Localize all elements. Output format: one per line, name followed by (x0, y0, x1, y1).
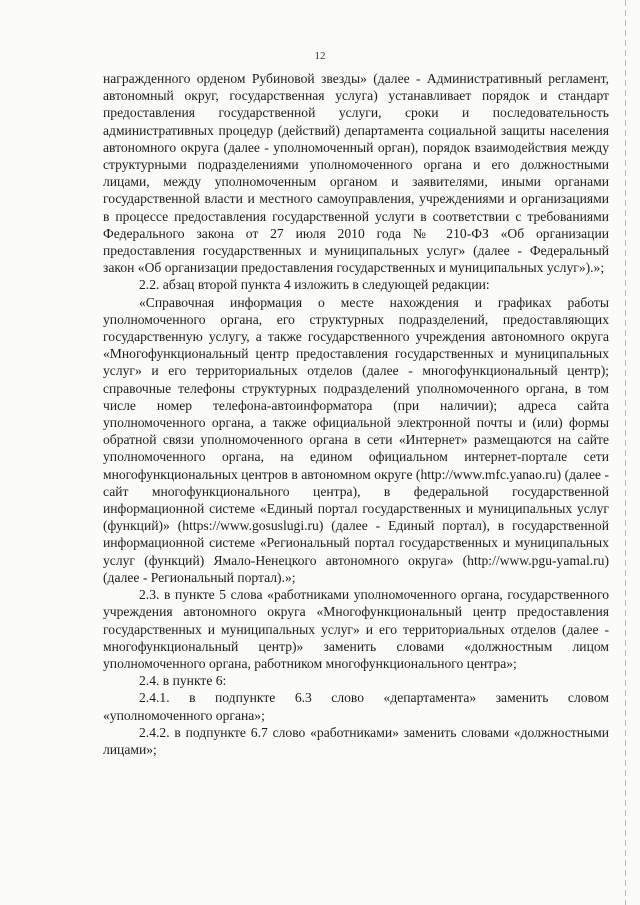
paragraph-2-4-2: 2.4.2. в подпункте 6.7 слово «работниками» заменить словами «должностными лицами»; (103, 724, 609, 757)
page-number: 12 (314, 50, 326, 62)
scan-edge-line (625, 0, 626, 905)
paragraph-2-2: 2.2. абзац второй пункта 4 изложить в следующей редакции: (139, 277, 490, 293)
paragraph-regulation-scope: награжденного орденом Рубиновой звезды» (далее - Административный регламент, автономный округ, государственная услуга) устанавливает порядок и стандарт предоставления государственной услуги, сроки и последовательность административных процедур (действий) департамента социальной защиты населения автономного округа (далее - уполномоченный орган), порядок взаимодействия между структурными подразделениями уполномоченного органа и его должностными лицами, между уполномоченным органом и заявителями, иными органами государственной власти и местного самоуправления, учреждениями и организациями в процессе предоставления государственной услуги в соответствии с требованиями Федерального закона от 27 июля 2010 года № 210-ФЗ «Об организации предоставления государственных и муниципальных услуг» (далее - Федеральный закон «Об организации предоставления государственных и муниципальных услуг»).»; (103, 71, 609, 276)
paragraph-reference-info: «Справочная информация о месте нахождения и графиках работы уполномоченного органа, его структурных подразделений, предоставляющих государственную услугу, а также государственного учреждения автономного округа «Многофункциональный центр предоставления государственных и муниципальных услуг» и его территориальных отделов (далее - многофункциональный центр); справочные телефоны структурных подразделений уполномоченного органа, в том числе номер телефона-автоинформатора (при наличии); адреса сайта уполномоченного органа, а также официальной электронной почты и (или) формы обратной связи уполномоченного органа в сети «Интернет» размещаются на сайте уполномоченного органа, на едином официальном интернет-портале сети многофункциональных центров в автономном округе (http://www.mfc.yanao.ru) (далее - сайт многофункционального центра), в федеральной государственной информационной системе «Единый портал государственных и муниципальных услуг (функций)» (https://www.gosuslugi.ru) (далее - Единый портал), в государственной информационной системе «Региональный портал государственных и муниципальных услуг (функций) Ямало-Ненецкого автономного округа» (http://www.pgu-yamal.ru) (далее - Региональный портал).»; (103, 294, 609, 585)
paragraph-2-3: 2.3. в пункте 5 слова «работниками уполномоченного органа, государственного учреждения автономного округа «Многофункциональный центр предоставления государственных и муниципальных услуг» и его территориальных отделов (далее - многофункциональный центр)» заменить словами «должностным лицом уполномоченного органа, работником многофункционального центра»; (103, 587, 609, 671)
paragraph-2-4-1: 2.4.1. в подпункте 6.3 слово «департамента» заменить словом «уполномоченного органа»; (103, 690, 609, 723)
document-body (103, 70, 609, 758)
paragraph-2-4: 2.4. в пункте 6: (139, 673, 227, 689)
